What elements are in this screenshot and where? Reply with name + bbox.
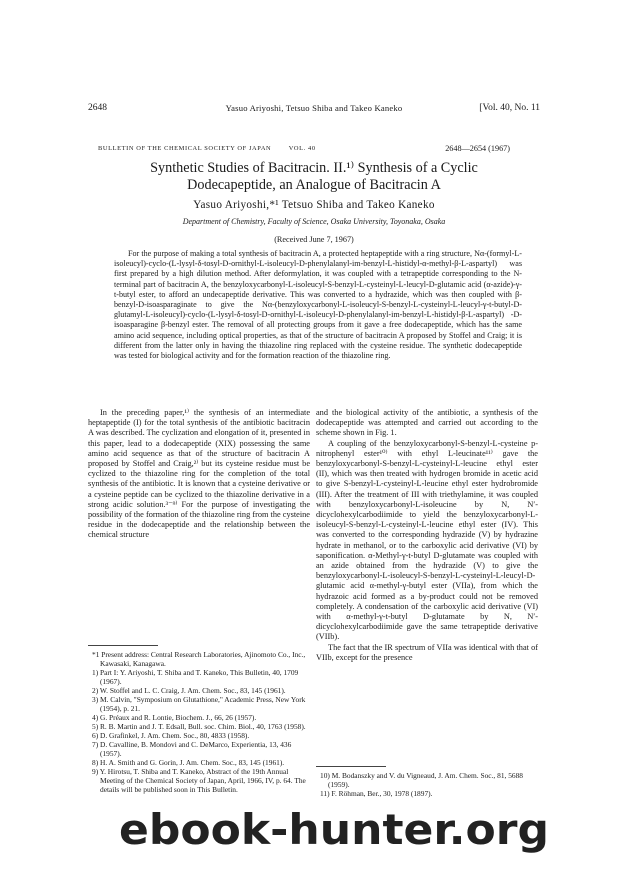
watermark-text: ebook-hunter.org (119, 805, 549, 854)
footnote: 5) R. B. Martin and J. T. Edsall, Bull. soc. Chim. Biol., 40, 1763 (1958). (92, 722, 306, 731)
body-column-left (88, 408, 310, 541)
intro-paragraph: In the preceding paper,¹⁾ the synthesis of an intermediate heptapeptide (I) for the total synthesis of the antibiotic bacitracin A was described. The cyclization and elongation of it, presented in this paper, lead to a dodecapeptide (XIX) possessing the same amino acid sequence as that of the structure of bacitracin A proposed by Stoffel and Craig,²⁾ but its cysteine residue must be cyclized to the thiazoline ring for the completion of the total synthesis of the antibiotic. It is known that a cysteine derivative or a cysteine peptide can be cyclized to the thiazoline derivative in a strong acidic solution.³⁻⁹⁾ For the purpose of investigating the possibility of the formation of the thiazoline ring from the cysteine residue in the dodecapeptide and the relationship between the chemical structure (88, 408, 310, 540)
footnotes-right (316, 771, 538, 798)
footnote: 8) H. A. Smith and G. Gorin, J. Am. Chem. Soc., 83, 145 (1961). (92, 758, 285, 767)
title-line-1: Synthetic Studies of Bacitracin. II.¹⁾ Synthesis of a Cyclic (150, 160, 478, 176)
abstract: For the purpose of making a total synthesis of bacitracin A, a protected heptapeptide with a ring structure, Nα-(formyl-L-isoleucyl)-cyclo-(L-lysyl-δ-tosyl-D-ornithyl-L-isoleucyl-D-phenylalanyl-im-benzyl-L-histidyl-α-methyl-β-L-aspartyl) was first prepared by a high dilution method. After deformylation, it was coupled with a tetrapeptide corresponding to the N-terminal part of bacitracin A, the benzyloxycarbonyl-L-isoleucyl-S-benzyl-L-cysteinyl-L-leucyl-D-glutamic acid (α-azide)-γ-t-butyl ester, to afford an undecapeptide derivative. This was converted to a hydrazide, which was then coupled with β-benzyl-D-isoasparaginate to give the Nα-(benzyloxycarbonyl-L-isoleucyl-S-benzyl-L-cysteinyl-L-leucyl-γ-t-butyl-D-glutamyl-L-isoleucyl)-cyclo-(L-lysyl-δ-tosyl-D-ornithyl-L-isoleucyl-D-phenylalanyl-im-benzyl-L-histidyl-β-L-aspartyl) -D-isoasparagine β-benzyl ester. The removal of all protecting groups from it gave a free dodecapeptide, which has the same amino acid sequence, including optical properties, as that of the structure of bacitracin A proposed by Stoffel and Craig; it is different from the latter only in having the thiazoline ring replaced with the cysteine residue. The synthetic dodecapeptide was tested for biological activity and for the formation reaction of the thiazoline ring. (114, 249, 522, 361)
journal-volume: VOL. 40 (288, 145, 316, 152)
footnote: 2) W. Stoffel and L. C. Craig, J. Am. Chem. Soc., 83, 145 (1961). (92, 686, 286, 695)
footnote: *1 Present address: Central Research Laboratories, Ajinomoto Co., Inc., Kawasaki, Kanagawa. (92, 650, 306, 668)
body-paragraph-2: A coupling of the benzyloxycarbonyl-S-benzyl-L-cysteine p-nitrophenyl ester¹⁰⁾ with ethyl L-leucinate¹¹⁾ gave the benzyloxycarbonyl-S-benzyl-L-cysteinyl-L-leucine ethyl ester (II), which was then treated with hydrogen bromide in acetic acid to give S-benzyl-L-cysteinyl-L-leucine ethyl ester hydrobromide (III). After the treatment of III with triethylamine, it was coupled with benzyloxycarbonyl-L-isoleucine by N, N′-dicyclohexylcarbodiimide to yield the benzyloxycarbonyl-L-isoleucyl-S-benzyl-L-cysteinyl-L-leucine ethyl ester (IV). This was converted to the corresponding hydrazide (V) by hydrazine hydrate in methanol, or to the carboxylic acid derivative (VI) by saponification. α-Methyl-γ-t-butyl D-glutamate was coupled with an azide obtained from the hydrazide (V) to give the benzyloxycarbonyl-L-isoleucyl-S-benzyl-L-cysteinyl-L-leucyl-D-glutamic acid α-methyl-γ-butyl ester (VIIa), from which the hydrazoic acid formed as a by-product could not be removed completely. A condensation of the carboxylic acid derivative (VI) with α-methyl-γ-t-butyl D-glutamate by N, N′-dicyclohexylcarbodiimide gave the same tetrapeptide derivative (VIIb). (316, 438, 538, 642)
running-header-authors: Yasuo Ariyoshi, Tetsuo Shiba and Takeo Kaneko (225, 103, 403, 113)
footnote-divider-right (316, 766, 386, 767)
footnote-divider-left (88, 645, 158, 646)
journal-line (98, 145, 538, 152)
footnote: 7) D. Cavalline, B. Mondovi and C. DeMarco, Experientia, 13, 436 (1957). (92, 740, 292, 758)
title-line-2: Dodecapeptide, an Analogue of Bacitracin A (187, 176, 441, 193)
author-list: Yasuo Ariyoshi,*¹ Tetsuo Shiba and Takeo Kaneko (193, 199, 435, 211)
body-paragraph-3: The fact that the IR spectrum of VIIa was identical with that of VIIb, except for the presence (316, 642, 538, 662)
footnote: 10) M. Bodanszky and V. du Vigneaud, J. Am. Chem. Soc., 81, 5688 (1959). (320, 771, 523, 789)
footnote: 3) M. Calvin, "Symposium on Glutathione," Academic Press, New York (1954), p. 21. (92, 695, 306, 713)
journal-name: BULLETIN OF THE CHEMICAL SOCIETY OF JAPAN (98, 145, 272, 152)
running-header-volume: [Vol. 40, No. 11 (479, 103, 540, 113)
footnote: 1) Part I: Y. Ariyoshi, T. Shiba and T. Kaneko, This Bulletin, 40, 1709 (1967). (92, 668, 299, 686)
footnote: 4) G. Préaux and R. Lontie, Biochem. J., 66, 26 (1957). (92, 713, 257, 722)
footnote: 6) D. Grafinkel, J. Am. Chem. Soc., 80, 4833 (1958). (92, 731, 250, 740)
affiliation: Department of Chemistry, Faculty of Science, Osaka University, Toyonaka, Osaka (182, 217, 446, 226)
received-date: (Received June 7, 1967) (274, 235, 354, 244)
article-title (88, 160, 540, 193)
body-column-right (316, 408, 538, 663)
body-paragraph-1: and the biological activity of the antibiotic, a synthesis of the dodecapeptide was attempted and carried out according to the scheme shown in Fig. 1. (316, 408, 538, 438)
watermark (114, 804, 554, 854)
journal-pages: 2648—2654 (1967) (445, 144, 510, 153)
footnote: 9) Y. Hirotsu, T. Shiba and T. Kaneko, Abstract of the 19th Annual Meeting of the Chemical Society of Japan, April, 1966, IV, p. 64. The details will be published soon in This Bulletin. (92, 767, 306, 794)
page-number: 2648 (88, 103, 107, 113)
footnotes-left (88, 650, 310, 794)
footnote: 11) F. Röhman, Ber., 30, 1978 (1897). (320, 789, 433, 798)
